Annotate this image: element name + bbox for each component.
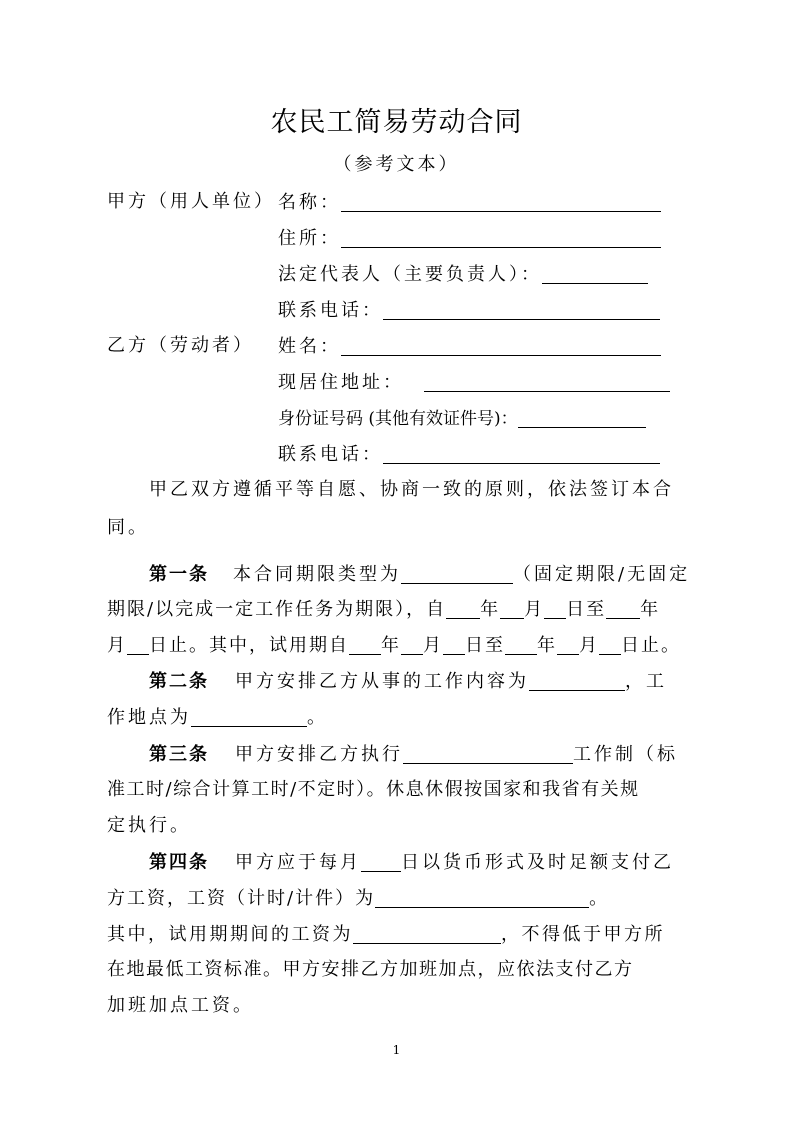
working-hours-system-blank[interactable] [403,745,573,764]
start-day-blank[interactable] [544,600,566,619]
party-b-id-field [278,409,646,428]
party-a-rep-blank[interactable] [542,265,648,284]
probation-end-month-blank[interactable] [557,636,579,655]
party-b-label: 乙方（劳动者） [107,335,254,356]
start-month-blank[interactable] [500,600,524,619]
article-3-heading: 第三条 [149,744,209,765]
intro-line-2: 同。 [107,517,149,538]
party-b-id-label: 身份证号码 (其他有效证件号)： [278,409,518,429]
party-b-name-field [278,337,661,356]
probation-start-day-blank[interactable] [443,636,465,655]
party-b-name-blank[interactable] [341,337,661,356]
article-2-line-2: 作地点为 。 [107,707,328,728]
probation-end-year-blank[interactable] [505,636,537,655]
article-4-line-1: 第四条 甲方应于每月 日以货币形式及时足额支付乙 [149,852,674,873]
article-4-line-2: 方工资，工资（计时/计件）为 。 [107,888,610,909]
party-b-phone-blank[interactable] [383,445,660,464]
party-a-phone-blank[interactable] [383,301,660,320]
party-b-phone-field [278,445,660,464]
party-b-phone-label: 联系电话： [278,444,383,465]
document-subtitle: （参考文本） [333,154,460,175]
pay-day-blank[interactable] [361,853,401,872]
document-title: 农民工简易劳动合同 [270,107,523,138]
article-1-line-2: 期限/以完成一定工作任务为期限），自 年 月 日至 年 [107,599,661,620]
party-a-label: 甲方（用人单位） [107,191,275,212]
party-a-address-field [278,229,661,248]
article-2-line-1: 第二条 甲方安排乙方从事的工作内容为 ，工 [149,671,667,692]
party-a-rep-label: 法定代表人（主要负责人）： [278,264,542,285]
party-b-id-blank[interactable] [518,409,646,428]
work-content-blank[interactable] [529,672,625,691]
article-1-heading: 第一条 [149,564,209,585]
article-1-line-3: 月 日止。其中，试用期自 年 月 日至 年 月 日止。 [107,635,681,656]
wage-blank[interactable] [375,889,589,908]
party-a-address-blank[interactable] [341,229,661,248]
probation-wage-blank[interactable] [353,925,501,944]
party-a-address-label: 住所： [278,228,341,249]
article-3-line-2: 准工时/综合计算工时/不定时）。休息休假按国家和我省有关规 [107,779,640,800]
start-year-blank[interactable] [446,600,480,619]
probation-end-day-blank[interactable] [599,636,621,655]
party-a-name-label: 名称： [278,192,341,213]
party-a-phone-label: 联系电话： [278,300,383,321]
party-b-address-label: 现居住地址： [278,372,404,393]
work-location-blank[interactable] [191,708,307,727]
article-3-line-1: 第三条 甲方安排乙方执行 工作制（标 [149,744,678,765]
party-b-name-label: 姓名： [278,336,341,357]
article-4-heading: 第四条 [149,852,209,873]
article-2-heading: 第二条 [149,671,209,692]
party-a-name-field [278,193,661,212]
article-4-line-4: 在地最低工资标准。甲方安排乙方加班加点，应依法支付乙方 [107,959,634,980]
contract-type-blank[interactable] [401,565,513,584]
probation-start-month-blank[interactable] [401,636,423,655]
page-number: 1 [392,1043,401,1057]
end-year-blank[interactable] [606,600,640,619]
intro-line-1: 甲乙双方遵循平等自愿、协商一致的原则，依法签订本合 [149,479,674,500]
end-day-blank[interactable] [127,636,149,655]
party-a-name-blank[interactable] [341,193,661,212]
party-a-rep-field [278,265,648,284]
party-a-phone-field [278,301,660,320]
probation-start-year-blank[interactable] [349,636,381,655]
party-b-address-blank[interactable] [424,373,670,392]
article-4-line-3: 其中，试用期期间的工资为 ，不得低于甲方所 [107,924,665,945]
article-1-line-1: 第一条 本合同期限类型为 （固定期限/无固定 [149,564,691,585]
party-b-address-field [278,373,670,392]
article-4-line-5: 加班加点工资。 [107,995,254,1016]
article-3-line-3: 定执行。 [107,815,191,836]
